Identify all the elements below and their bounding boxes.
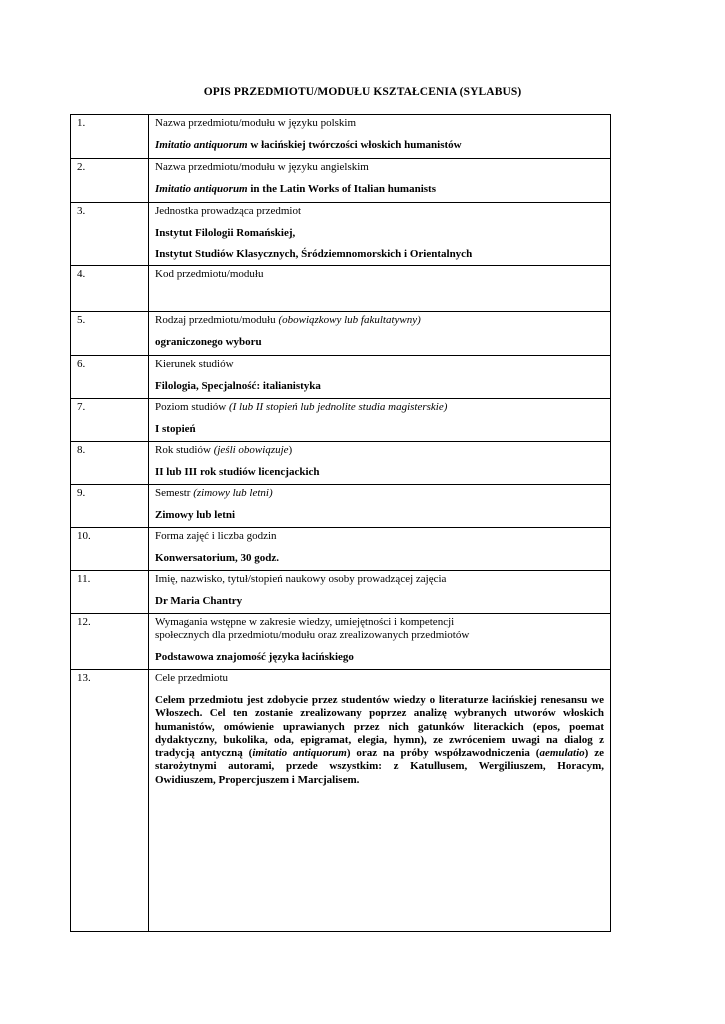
row-content [149,115,611,159]
row-label-text: Rodzaj przedmiotu/modułu [155,314,279,326]
row-value-text: in the Latin Works of Italian humanists [247,183,436,195]
row-content [149,203,611,266]
row-label [155,401,604,414]
row-label-italic: (obowiązkowy lub fakultatywny) [278,314,421,326]
row-number: 12. [71,614,149,670]
row-label: Imię, nazwisko, tytuł/stopień naukowy osoby prowadzącej zajęcia [155,573,447,585]
row-value: I stopień [155,423,196,435]
row-value [155,183,604,196]
row-label [155,444,604,457]
table-row [71,312,611,356]
row-content [149,399,611,442]
row-value-text: w łacińskiej twórczości włoskich humanistów [247,139,462,151]
row-value: ograniczonego wyboru [155,336,262,348]
row-value: Zimowy lub letni [155,509,236,521]
row-number: 8. [71,442,149,485]
row-content [149,485,611,528]
row-number: 5. [71,312,149,356]
table-row [71,115,611,159]
row-label: Cele przedmiotu [155,672,229,684]
table-row [71,356,611,399]
row-content [149,356,611,399]
row-label-text: Poziom studiów [155,401,229,413]
row-value [155,139,604,152]
table-row [71,571,611,614]
row-number: 9. [71,485,149,528]
row-content [149,266,611,312]
document-title: OPIS PRZEDMIOTU/MODUŁU KSZTAŁCENIA (SYLABUS) [203,86,522,98]
row-value-line: Instytut Filologii Romańskiej, [155,227,296,239]
row-label-text: ) [288,444,293,456]
row-label: Kod przedmiotu/modułu [155,268,264,280]
row-value-line: Instytut Studiów Klasycznych, Śródziemnomorskich i Orientalnych [155,248,473,260]
objectives-part: Celem przedmiotu jest zdobycie przez studentów wiedzy o literaturze łacińskiej renesansu we Włoszech. Cel ten zostanie zrealizowany poprzez analizę wybranych utworów włoskich humanistów, omówienie uprawianych przez nich gatunków literackich (epos, poemat dydaktyczny, bukolika, oda, epigramat, elegia, hymn), ze zwróceniem uwagi na dialog z tradycją antyczną ( [155,694,604,760]
row-number: 13. [71,670,149,932]
row-value: II lub III rok studiów licencjackich [155,466,320,478]
row-value: Podstawowa znajomość języka łacińskiego [155,651,354,663]
row-value [155,227,604,261]
objectives-part: ) oraz na próby współzawodniczenia ( [346,747,540,760]
objectives-italic: imitatio antiquorum [252,747,347,760]
row-content [149,528,611,571]
row-value: Dr Maria Chantry [155,595,243,607]
table-row [71,528,611,571]
row-label: Nazwa przedmiotu/modułu w języku polskim [155,117,357,129]
syllabus-table [70,114,611,932]
table-row [71,485,611,528]
objectives-part: ) ze starożytnymi autorami, przede wszystkim: z Katullusem, Wergiliuszem, Horacym, Owidiuszem, Propercjuszem i Marcjalisem. [155,747,604,786]
row-label: Jednostka prowadząca przedmiot [155,205,301,217]
row-label-text: Rok studiów [155,444,214,456]
row-label: Wymagania wstępne w zakresie wiedzy, umiejętności i kompetencji [155,616,455,628]
row-number: 10. [71,528,149,571]
row-content [149,159,611,203]
table-row [71,203,611,266]
row-label-italic: (jeśli obowiązuje [213,444,289,456]
table-row [71,266,611,312]
row-number: 2. [71,159,149,203]
row-label: społecznych dla przedmiotu/modułu oraz zrealizowanych przedmiotów [155,629,470,641]
table-row [71,670,611,932]
row-value: Filologia, Specjalność: italianistyka [155,380,321,392]
row-label-text: Semestr [155,487,194,499]
row-number: 7. [71,399,149,442]
row-content [149,442,611,485]
objectives-text [155,694,604,787]
row-label [155,487,604,500]
row-number: 4. [71,266,149,312]
row-content [149,312,611,356]
table-row [71,614,611,670]
row-label [155,314,604,327]
row-label: Nazwa przedmiotu/modułu w języku angielskim [155,161,369,173]
row-label: Kierunek studiów [155,358,234,370]
row-number: 3. [71,203,149,266]
row-value-italic: Imitatio antiquorum [155,139,248,151]
table-row [71,159,611,203]
row-number: 1. [71,115,149,159]
row-number: 6. [71,356,149,399]
row-label-italic: (zimowy lub letni) [193,487,273,499]
row-number: 11. [71,571,149,614]
row-label: Forma zajęć i liczba godzin [155,530,277,542]
row-content [149,670,611,932]
table-row [71,399,611,442]
row-content [149,614,611,670]
table-row [71,442,611,485]
objectives-italic: aemulatio [539,747,585,760]
row-content [149,571,611,614]
row-value: Konwersatorium, 30 godz. [155,552,280,564]
row-label-italic: (I lub II stopień lub jednolite studia magisterskie) [228,401,448,413]
row-value-italic: Imitatio antiquorum [155,183,248,195]
